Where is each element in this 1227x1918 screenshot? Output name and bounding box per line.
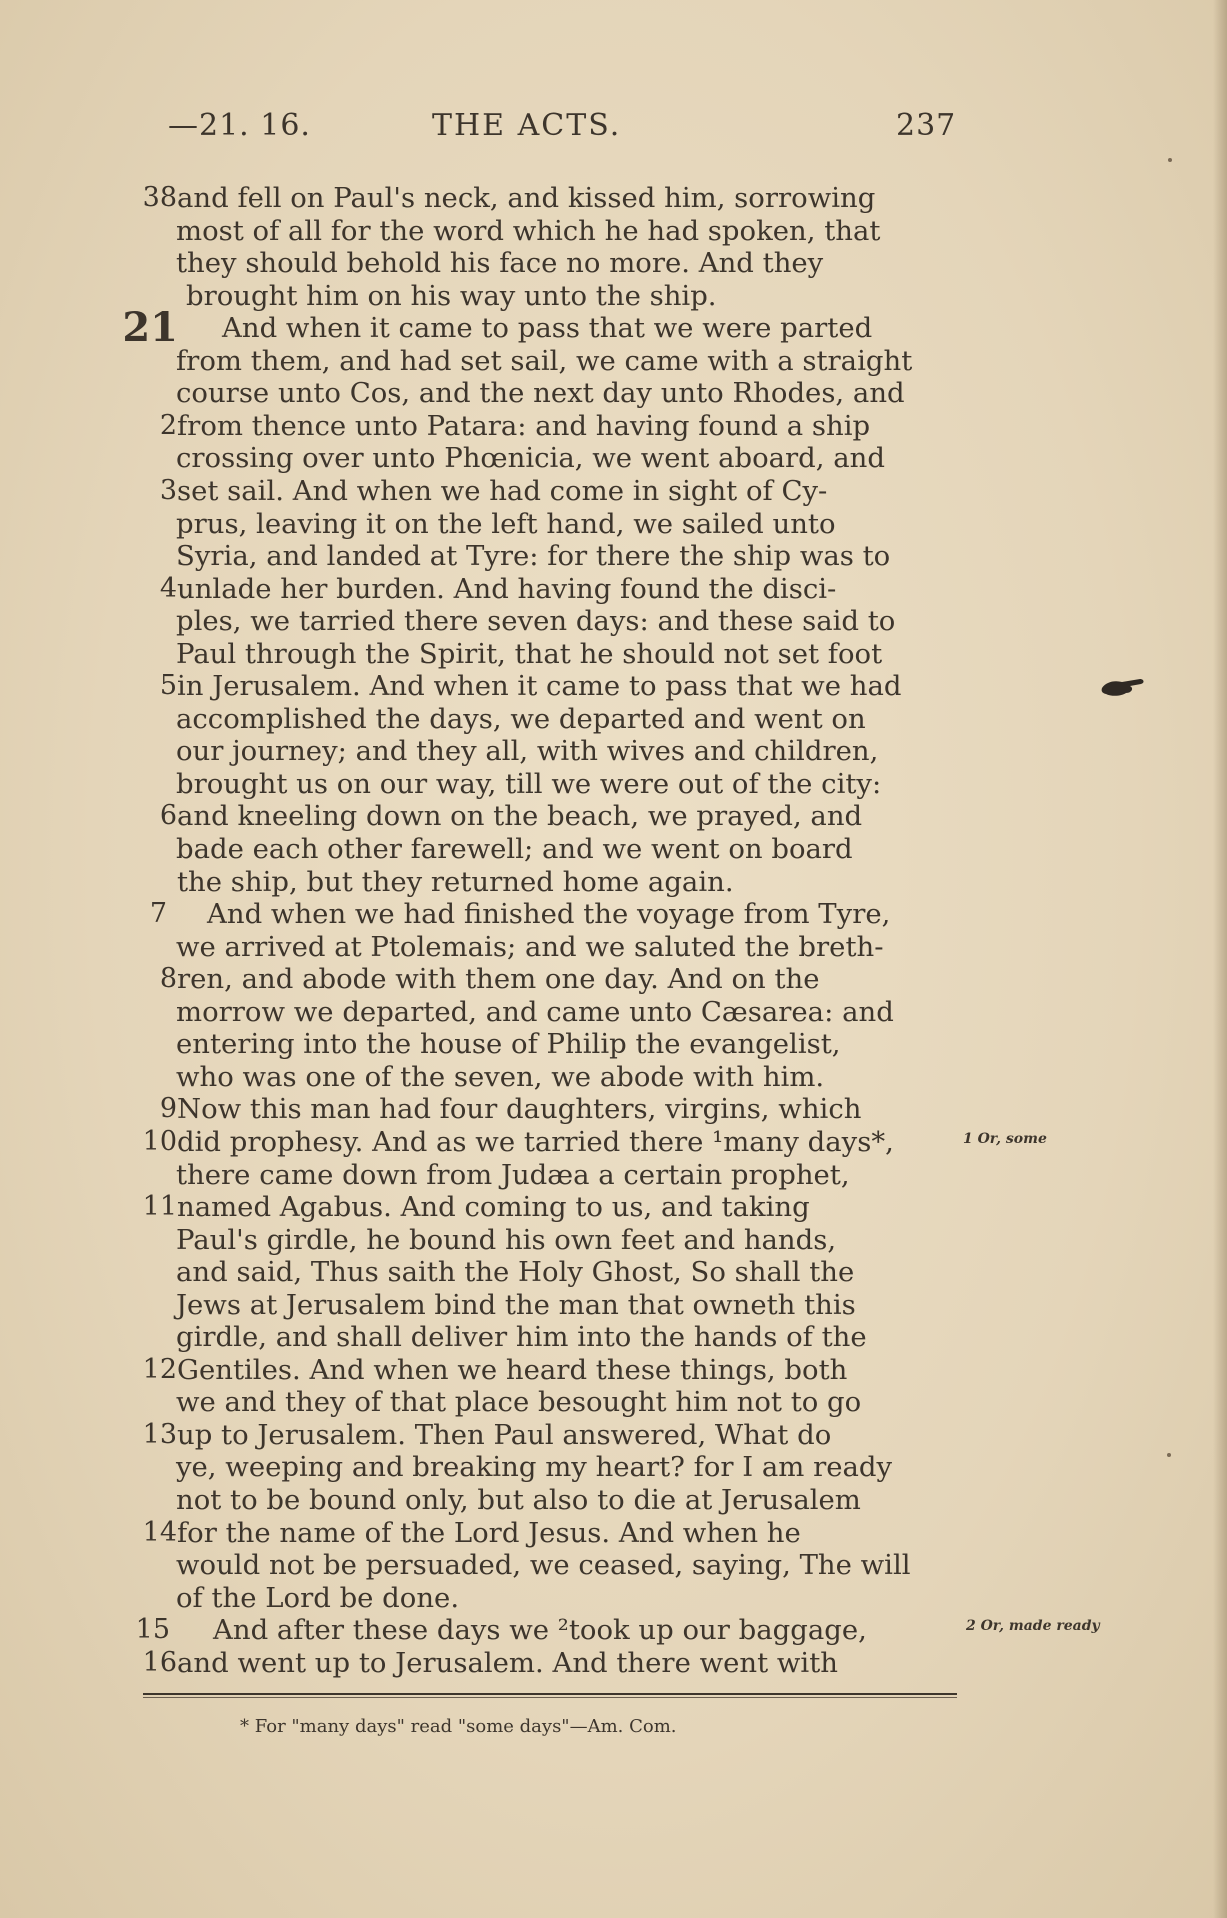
verse-text: ye, weeping and breaking my heart? for I am ready <box>176 1451 893 1484</box>
verse-text: course unto Cos, and the next day unto Rhodes, and <box>176 377 905 410</box>
verse-text: from thence unto Patara: and having found a ship <box>177 409 871 442</box>
verse-number: 5 <box>159 670 177 702</box>
verse-text: Paul's girdle, he bound his own feet and hands, <box>176 1223 837 1256</box>
verse-text: from them, and had set sail, we came with a straight <box>176 344 913 377</box>
verse-text: And when we had finished the voyage from Tyre, <box>207 898 891 931</box>
verse-number: 13 <box>142 1418 177 1450</box>
verse-text: And when it came to pass that we were parted <box>222 312 873 345</box>
verse-text: brought us on our way, till we were out of the city: <box>176 767 882 800</box>
verse-text: Syria, and landed at Tyre: for there the ship was to <box>176 540 891 573</box>
ink-speck <box>1167 1453 1171 1457</box>
verse-text: not to be bound only, but also to die at Jerusalem <box>176 1484 861 1516</box>
verse-text: morrow we departed, and came unto Cæsarea: and <box>176 995 894 1028</box>
verse-text: ren, and abode with them one day. And on the <box>177 963 820 996</box>
verse-number: 15 <box>135 1614 170 1646</box>
verse-text: crossing over unto Phœnicia, we went aboard, and <box>176 442 885 475</box>
verse-text: Jews at Jerusalem bind the man that owneth this <box>176 1288 856 1321</box>
verse-text: And after these days we ²took up our baggage, <box>213 1614 867 1647</box>
verse-text: brought him on his way unto the ship. <box>186 279 717 312</box>
running-head-title: THE ACTS. <box>432 108 622 143</box>
verse-text: our journey; and they all, with wives and children, <box>176 735 879 768</box>
verse-text: girdle, and shall deliver him into the hands of the <box>176 1321 867 1354</box>
verse-text: in Jerusalem. And when it came to pass that we had <box>177 670 902 703</box>
verse-number: 11 <box>142 1191 177 1223</box>
verse-number: 12 <box>142 1353 177 1385</box>
verse-text: named Agabus. And coming to us, and taking <box>177 1191 810 1224</box>
verse-text: we and they of that place besought him not to go <box>176 1386 862 1419</box>
verse-text: bade each other farewell; and we went on board <box>176 833 853 865</box>
verse-text: Paul through the Spirit, that he should not set foot <box>176 637 883 670</box>
page-number: 237 <box>896 108 957 143</box>
verse-text: and kneeling down on the beach, we prayed, and <box>177 800 863 833</box>
footnote-rule-thin <box>143 1697 957 1698</box>
verse-text: for the name of the Lord Jesus. And when he <box>177 1516 801 1549</box>
footnote: * For "many days" read "some days"—Am. Com. <box>240 1716 677 1737</box>
verse-text: Now this man had four daughters, virgins, which <box>177 1093 862 1126</box>
verse-number: 3 <box>159 474 177 506</box>
verse-number: 9 <box>159 1093 177 1125</box>
verse-text: prus, leaving it on the left hand, we sailed unto <box>176 507 836 540</box>
verse-text: did prophesy. And as we tarried there ¹many days*, <box>177 1125 894 1158</box>
verse-text: entering into the house of Philip the evangelist, <box>176 1028 841 1061</box>
page-edge-shadow <box>1213 0 1227 1918</box>
footnote-rule <box>143 1693 957 1695</box>
verse-text: the ship, but they returned home again. <box>177 865 734 898</box>
verse-number: 38 <box>142 182 177 213</box>
verse-text: unlade her burden. And having found the disci- <box>177 572 837 605</box>
running-head-verse-range: —21. 16. <box>168 108 311 143</box>
verse-text: ples, we tarried there seven days: and these said to <box>176 605 896 638</box>
verse-text: and said, Thus saith the Holy Ghost, So shall the <box>176 1256 855 1289</box>
verse-text: there came down from Judæa a certain prophet, <box>176 1158 850 1191</box>
margin-note-1: 1 Or, some <box>963 1131 1047 1147</box>
pointing-hand-icon <box>1100 676 1146 698</box>
verse-number: 14 <box>142 1516 177 1548</box>
verse-number: 8 <box>159 963 177 995</box>
verse-number: 10 <box>142 1125 177 1157</box>
verse-text: set sail. And when we had come in sight of Cy- <box>177 474 828 507</box>
verse-text: who was one of the seven, we abode with him. <box>176 1060 825 1093</box>
verse-text: Gentiles. And when we heard these things, both <box>177 1353 848 1386</box>
verse-text: accomplished the days, we departed and went on <box>176 702 866 735</box>
verse-text: we arrived at Ptolemais; and we saluted the breth- <box>176 930 884 963</box>
verse-text: would not be persuaded, we ceased, saying, The will <box>176 1549 911 1582</box>
verse-text: they should behold his face no more. And they <box>176 247 824 280</box>
verse-text: most of all for the word which he had spoken, that <box>176 214 881 247</box>
verse-number: 4 <box>159 572 177 604</box>
margin-note-2: 2 Or, made ready <box>966 1618 1100 1634</box>
verse-number: 6 <box>159 800 177 832</box>
verse-text: of the Lord be done. <box>176 1581 460 1614</box>
verse-number: 16 <box>142 1646 177 1678</box>
verse-number: 2 <box>159 409 177 441</box>
ink-speck <box>1168 158 1172 162</box>
verse-text: and went up to Jerusalem. And there went with <box>177 1646 838 1679</box>
verse-text: and fell on Paul's neck, and kissed him, sorrowing <box>177 182 876 214</box>
verse-number: 7 <box>149 898 167 930</box>
verse-text: up to Jerusalem. Then Paul answered, What do <box>177 1418 832 1451</box>
verse-number: 21 <box>122 304 178 352</box>
